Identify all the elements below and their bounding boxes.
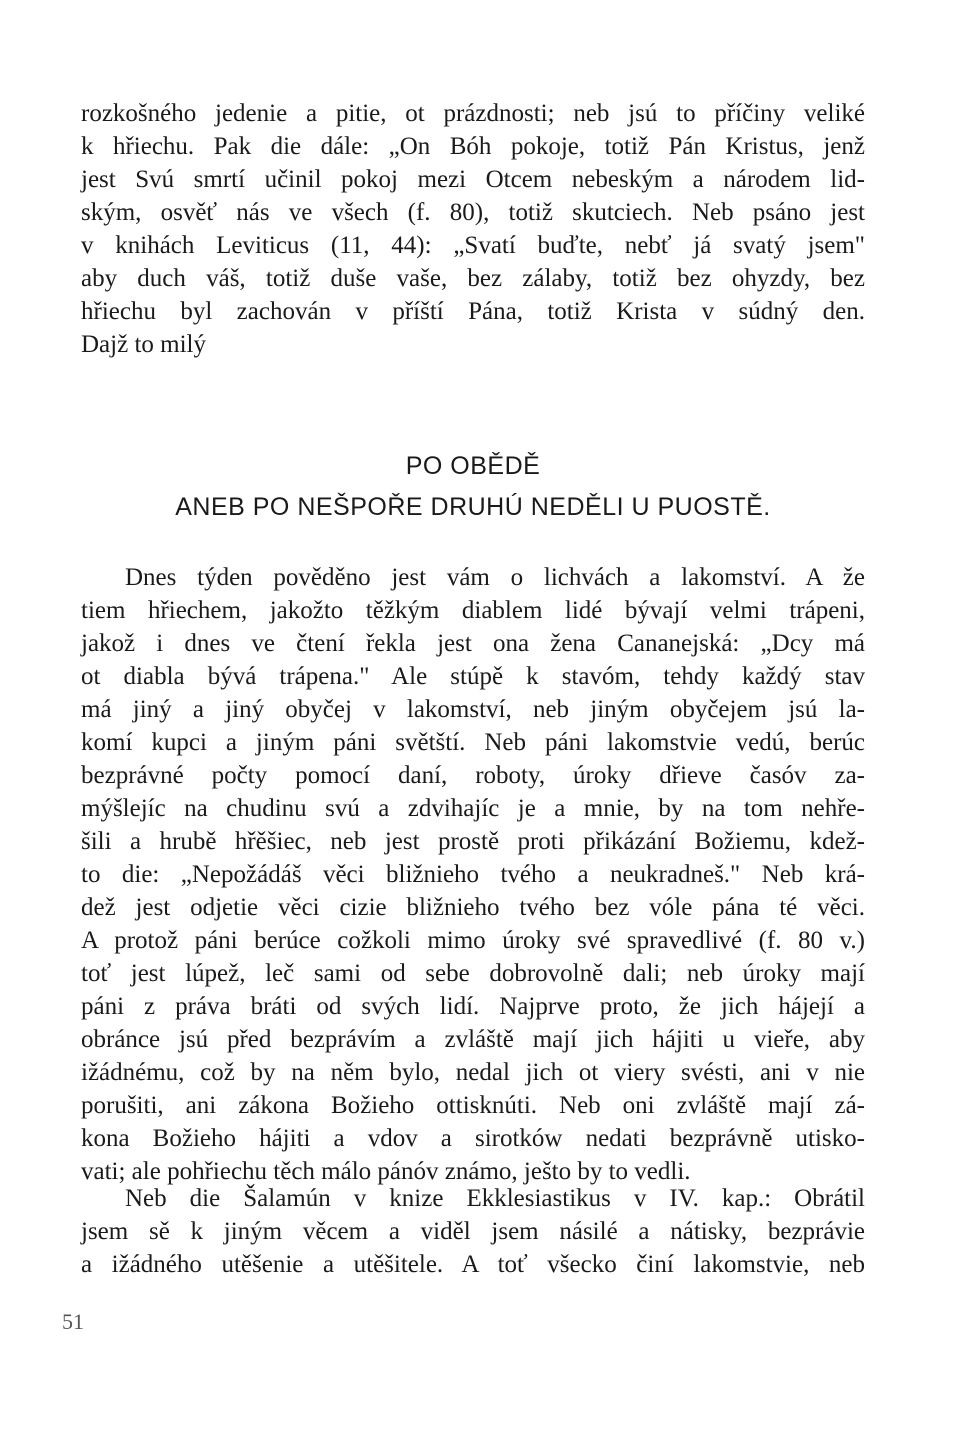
text-line: dež jest odjetie věci cizie bližnieho tvého bez vóle pána té věci.	[81, 894, 865, 921]
paragraph	[81, 561, 865, 1188]
text-line: v knihách Leviticus (11, 44): „Svatí buďte, nebť já svatý jsem"	[81, 232, 865, 259]
text-line: ižádnému, což by na něm bylo, nedal jich ot viery svésti, ani v nie	[81, 1059, 865, 1086]
section-heading: PO OBĚDĚ	[405, 452, 541, 480]
page-number: 51	[62, 1309, 84, 1334]
text-line: mýšlejíc na chudinu svú a zdvihajíc je a mnie, by na tom nehře-	[81, 795, 865, 822]
text-line: A protož páni berúce cožkoli mimo úroky své spravedlivé (f. 80 v.)	[81, 927, 865, 954]
text-line: komí kupci a jiným páni světští. Neb páni lakomstvie vedú, berúc	[81, 729, 865, 756]
text-line: Dajž to milý	[81, 331, 206, 358]
text-line: ským, osvěť nás ve všech (f. 80), totiž skutciech. Neb psáno jest	[81, 199, 865, 226]
text-line: bezprávné počty pomocí daní, roboty, úroky dřieve časóv za-	[81, 762, 865, 789]
text-line: vati; ale pohřiechu těch málo pánóv známo, ješto by to vedli.	[81, 1158, 691, 1185]
text-line: aby duch váš, totiž duše vaše, bez zálaby, totiž bez ohyzdy, bez	[81, 265, 865, 292]
section-subheading: ANEB PO NEŠPOŘE DRUHÚ NEDĚLI U PUOSTĚ.	[175, 493, 771, 521]
text-line: kona Božieho hájiti a vdov a sirotków nedati bezprávně utisko-	[81, 1125, 865, 1152]
text-line: Dnes týden pověděno jest vám o lichvách a lakomství. A že	[125, 564, 865, 591]
text-line: k hřiechu. Pak die dále: „On Bóh pokoje, totiž Pán Kristus, jenž	[81, 133, 865, 160]
text-line: jakož i dnes ve čtení řekla jest ona žena Cananejská: „Dcy má	[81, 630, 865, 657]
text-line: tiem hřiechem, jakožto těžkým diablem lidé bývají velmi trápeni,	[81, 597, 865, 624]
paragraph-continued	[81, 97, 865, 361]
text-line: rozkošného jedenie a pitie, ot prázdnosti; neb jsú to příčiny veliké	[81, 100, 865, 127]
text-line: Neb die Šalamún v knize Ekklesiastikus v IV. kap.: Obrátil	[125, 1185, 865, 1212]
text-line: má jiný a jiný obyčej v lakomství, neb jiným obyčejem jsú la-	[81, 696, 865, 723]
paragraph	[81, 1182, 865, 1281]
text-line: a ižádného utěšenie a utěšitele. A toť všecko činí lakomstvie, neb	[81, 1251, 865, 1278]
text-line: jsem sě k jiným věcem a viděl jsem násilé a nátisky, bezprávie	[81, 1218, 865, 1245]
text-line: páni z práva bráti od svých lidí. Najprve proto, že jich hájejí a	[81, 993, 865, 1020]
text-line: šili a hrubě hřěšiec, neb jest prostě proti přikázání Božiemu, kdež-	[81, 828, 865, 855]
text-line: to die: „Nepožádáš věci bližnieho tvého a neukradneš." Neb krá-	[81, 861, 865, 888]
text-line: porušiti, ani zákona Božieho ottisknúti. Neb oni zvláště mají zá-	[81, 1092, 865, 1119]
text-line: toť jest lúpež, leč sami od sebe dobrovolně dali; neb úroky mají	[81, 960, 865, 987]
text-line: hřiechu byl zachován v příští Pána, totiž Krista v súdný den.	[81, 298, 865, 325]
text-line: obránce jsú před bezprávím a zvláště mají jich hájiti u vieře, aby	[81, 1026, 865, 1053]
text-line: jest Svú smrtí učinil pokoj mezi Otcem nebeským a národem lid-	[81, 166, 865, 193]
text-line: ot diabla bývá trápena." Ale stúpě k stavóm, tehdy každý stav	[81, 663, 865, 690]
